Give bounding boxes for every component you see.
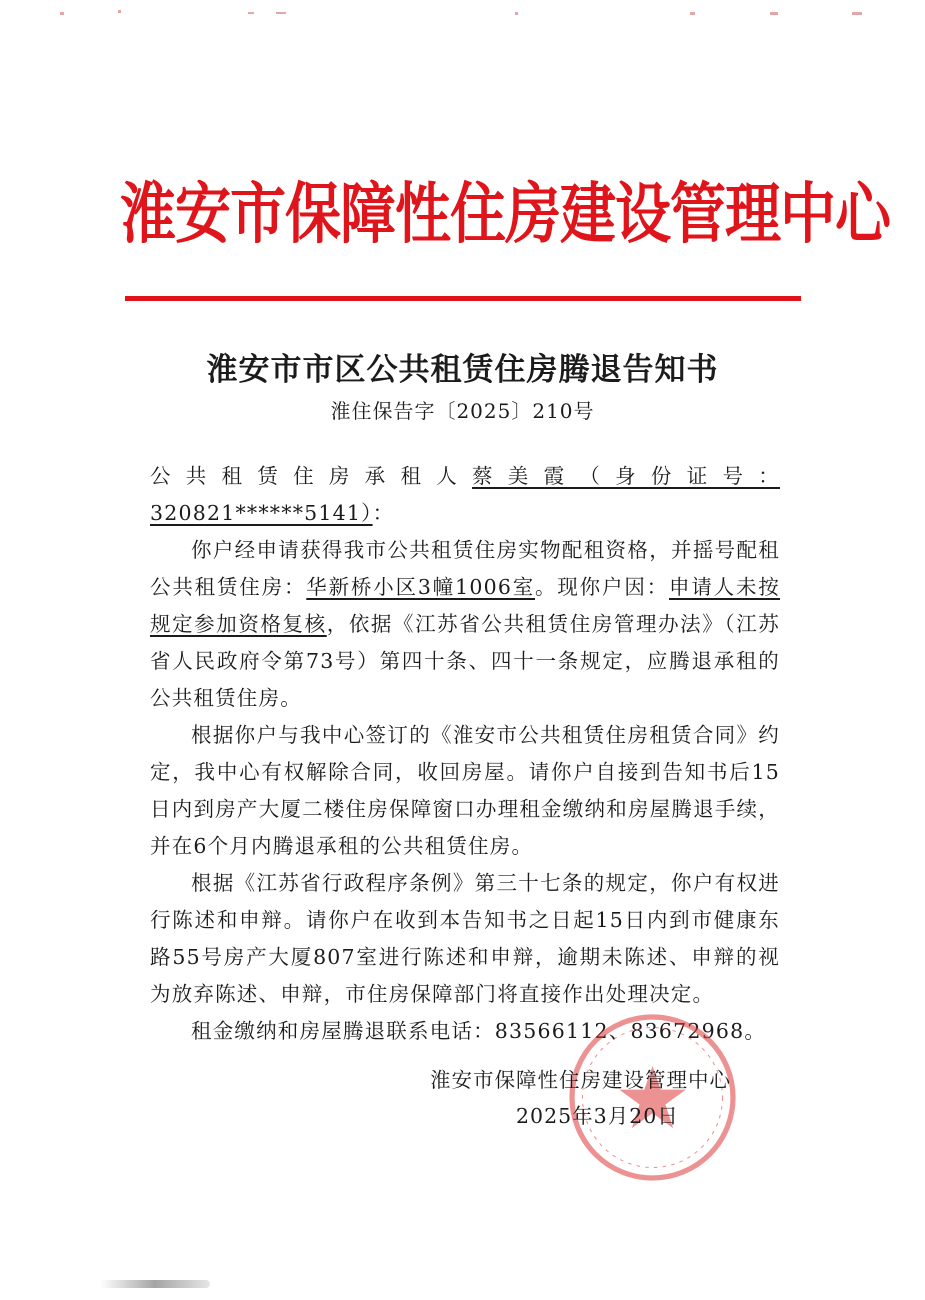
paragraph-1-part-a: 你户经申请获得我市公共租赁住房实物配租资格，并摇号配租公共租赁住房： — [150, 538, 780, 599]
scan-speck — [248, 12, 254, 14]
scan-speck — [690, 12, 695, 15]
scan-speck — [770, 12, 778, 15]
header-red-rule — [125, 296, 801, 301]
signoff-block — [430, 1062, 810, 1134]
paragraph-2: 根据你户与我中心签订的《淮安市公共租赁住房租赁合同》约定，我中心有权解除合同，收回房屋。请你户自接到告知书后15日内到房产大厦二楼住房保障窗口办理租金缴纳和房屋腾退手续，并在6个月内腾退承租的公共租赁住房。 — [150, 723, 780, 858]
scan-smudge — [100, 1280, 210, 1288]
document-number: 淮住保告字〔2025〕210号 — [330, 399, 595, 423]
scan-speck — [515, 12, 518, 15]
salutation-prefix: 公共租赁住房承租人 — [150, 464, 473, 488]
signoff-date: 2025年3月20日 — [516, 1104, 679, 1128]
paragraph-4: 租金缴纳和房屋腾退联系电话：83566112、83672968。 — [191, 1019, 767, 1043]
salutation — [150, 458, 780, 532]
paragraph-1 — [150, 532, 780, 717]
scan-speck — [276, 12, 286, 14]
scan-speck — [852, 12, 862, 15]
housing-address: 华新桥小区3幢1006室 — [306, 575, 536, 599]
scan-speck — [118, 10, 121, 13]
tenant-name: 蔡美霞（身份证号：320821******5141） — [150, 464, 780, 525]
salutation-suffix: ： — [372, 501, 395, 525]
eviction-reason: 申请人未按规定参加资格复核 — [150, 575, 781, 636]
signoff-organization: 淮安市保障性住房建设管理中心 — [430, 1068, 731, 1092]
paragraph-1-part-b: 。现你户因： — [535, 575, 669, 599]
document-title: 淮安市市区公共租赁住房腾退告知书 — [206, 352, 719, 388]
scan-speck — [60, 12, 64, 15]
paragraph-1-part-c: ，依据《江苏省公共租赁住房管理办法》（江苏省人民政府令第73号）第四十条、四十一条规定，应腾退承租的公共租赁住房。 — [150, 612, 780, 710]
paragraph-3: 根据《江苏省行政程序条例》第三十七条的规定，你户有权进行陈述和申辩。请你户在收到本告知书之日起15日内到市健康东路55号房产大厦807室进行陈述和申辩，逾期未陈述、申辩的视为放弃陈述、申辩，市住房保障部门将直接作出处理决定。 — [150, 871, 780, 1006]
document-body — [150, 458, 780, 1050]
issuing-organization-header: 淮安市保障性住房建设管理中心 — [120, 176, 890, 253]
